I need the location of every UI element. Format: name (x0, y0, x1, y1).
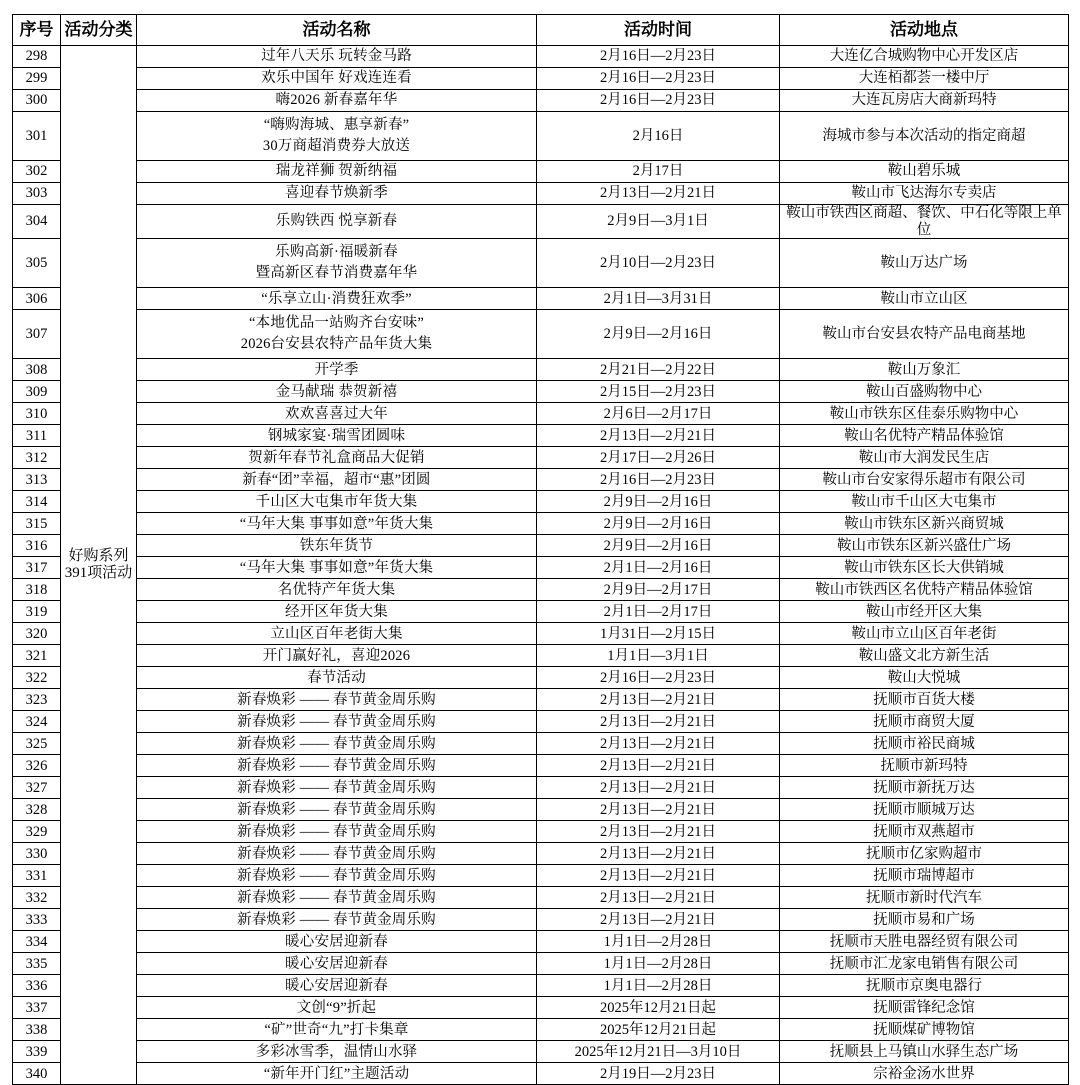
cell-activity-place: 鞍山市台安县农特产品电商基地 (780, 310, 1069, 359)
cell-activity-place: 鞍山大悦城 (780, 667, 1069, 689)
cell-activity-place: 鞍山市大润发民生店 (780, 447, 1069, 469)
cell-activity-place: 鞍山名优特产精品体验馆 (780, 425, 1069, 447)
cell-activity-time: 1月1日—2月28日 (537, 975, 780, 997)
cell-activity-time: 2月13日—2月21日 (537, 183, 780, 205)
cell-no: 327 (13, 777, 61, 799)
cell-activity-time: 2月13日—2月21日 (537, 733, 780, 755)
column-header-time: 活动时间 (537, 15, 780, 46)
cell-activity-name: 立山区百年老街大集 (137, 623, 537, 645)
cell-no: 338 (13, 1019, 61, 1041)
cell-activity-place: 宗裕金汤水世界 (780, 1063, 1069, 1085)
cell-activity-name: 瑞龙祥狮 贺新纳福 (137, 161, 537, 183)
cell-activity-name: 名优特产年货大集 (137, 579, 537, 601)
cell-no: 308 (13, 359, 61, 381)
table-row (13, 112, 1069, 161)
cell-activity-place: 抚顺市双燕超市 (780, 821, 1069, 843)
cell-activity-name: 欢欢喜喜过大年 (137, 403, 537, 425)
cell-no: 306 (13, 288, 61, 310)
table-row (13, 1019, 1069, 1041)
cell-activity-name: “马年大集 事事如意”年货大集 (137, 557, 537, 579)
cell-activity-name: 贺新年春节礼盒商品大促销 (137, 447, 537, 469)
table-row (13, 310, 1069, 359)
cell-activity-name: 新春焕彩 —— 春节黄金周乐购 (137, 733, 537, 755)
column-header-no: 序号 (13, 15, 61, 46)
cell-no: 311 (13, 425, 61, 447)
cell-activity-name: 新春焕彩 —— 春节黄金周乐购 (137, 843, 537, 865)
table-row (13, 403, 1069, 425)
cell-activity-time: 2月19日—2月23日 (537, 1063, 780, 1085)
table-row (13, 491, 1069, 513)
cell-activity-name: 千山区大屯集市年货大集 (137, 491, 537, 513)
cell-activity-time: 1月1日—2月28日 (537, 953, 780, 975)
cell-no: 322 (13, 667, 61, 689)
cell-no: 336 (13, 975, 61, 997)
category-line-2: 391项活动 (64, 565, 133, 582)
cell-category (61, 46, 137, 1085)
table-row (13, 557, 1069, 579)
cell-activity-place: 鞍山万达广场 (780, 239, 1069, 288)
cell-activity-name: 暖心安居迎新春 (137, 931, 537, 953)
cell-activity-time: 2月13日—2月21日 (537, 711, 780, 733)
cell-activity-time: 2月13日—2月21日 (537, 755, 780, 777)
table-row (13, 689, 1069, 711)
cell-activity-place: 抚顺市京奥电器行 (780, 975, 1069, 997)
cell-activity-place: 抚顺市新抚万达 (780, 777, 1069, 799)
cell-activity-time: 1月1日—2月28日 (537, 931, 780, 953)
cell-activity-time: 2月17日 (537, 161, 780, 183)
cell-activity-name: 过年八天乐 玩转金马路 (137, 46, 537, 68)
cell-activity-time: 2月16日—2月23日 (537, 68, 780, 90)
cell-no: 332 (13, 887, 61, 909)
cell-activity-time: 2月13日—2月21日 (537, 843, 780, 865)
cell-no: 310 (13, 403, 61, 425)
cell-no: 315 (13, 513, 61, 535)
cell-no: 323 (13, 689, 61, 711)
cell-activity-name: “新年开门红”主题活动 (137, 1063, 537, 1085)
table-row (13, 645, 1069, 667)
cell-activity-name (137, 112, 537, 161)
table-row (13, 975, 1069, 997)
cell-no: 325 (13, 733, 61, 755)
cell-activity-time: 2月1日—3月31日 (537, 288, 780, 310)
cell-no: 312 (13, 447, 61, 469)
cell-activity-time: 2月9日—2月16日 (537, 513, 780, 535)
table-row (13, 425, 1069, 447)
table-row (13, 381, 1069, 403)
cell-activity-place: 鞍山市铁东区新兴盛仕广场 (780, 535, 1069, 557)
cell-no: 298 (13, 46, 61, 68)
table-row (13, 183, 1069, 205)
table-row (13, 46, 1069, 68)
cell-activity-time: 2月10日—2月23日 (537, 239, 780, 288)
activity-name-line: “嗨购海城、惠享新春” (263, 117, 410, 133)
cell-activity-place: 鞍山万象汇 (780, 359, 1069, 381)
category-line-1: 好购系列 (68, 547, 129, 564)
cell-activity-place: 鞍山百盛购物中心 (780, 381, 1069, 403)
cell-activity-place: 鞍山市立山区 (780, 288, 1069, 310)
cell-no: 319 (13, 601, 61, 623)
cell-activity-time: 2月13日—2月21日 (537, 425, 780, 447)
cell-activity-name: 乐购铁西 悦享新春 (137, 205, 537, 239)
table-row (13, 288, 1069, 310)
cell-activity-place: 鞍山市千山区大屯集市 (780, 491, 1069, 513)
cell-activity-time: 2月1日—2月17日 (537, 601, 780, 623)
cell-activity-place: 鞍山市铁西区商超、餐饮、中石化等限上单位 (780, 205, 1069, 239)
cell-activity-name: 新春焕彩 —— 春节黄金周乐购 (137, 909, 537, 931)
cell-activity-time: 2月13日—2月21日 (537, 909, 780, 931)
cell-no: 326 (13, 755, 61, 777)
cell-activity-time: 2月13日—2月21日 (537, 887, 780, 909)
cell-no: 333 (13, 909, 61, 931)
cell-activity-name (137, 239, 537, 288)
cell-no: 316 (13, 535, 61, 557)
cell-activity-time: 2月13日—2月21日 (537, 799, 780, 821)
cell-activity-place: 鞍山市铁东区新兴商贸城 (780, 513, 1069, 535)
cell-no: 329 (13, 821, 61, 843)
table-row (13, 513, 1069, 535)
table-row (13, 623, 1069, 645)
cell-activity-name: 钢城家宴·瑞雪团圆味 (137, 425, 537, 447)
cell-activity-place: 鞍山碧乐城 (780, 161, 1069, 183)
cell-no: 300 (13, 90, 61, 112)
table-row (13, 733, 1069, 755)
cell-activity-name: 开门赢好礼，喜迎2026 (137, 645, 537, 667)
table-row (13, 535, 1069, 557)
table-row (13, 997, 1069, 1019)
cell-activity-name: 新春焕彩 —— 春节黄金周乐购 (137, 689, 537, 711)
cell-activity-name: 开学季 (137, 359, 537, 381)
cell-no: 330 (13, 843, 61, 865)
table-row (13, 887, 1069, 909)
cell-activity-place: 抚顺市顺城万达 (780, 799, 1069, 821)
cell-no: 304 (13, 205, 61, 239)
cell-no: 328 (13, 799, 61, 821)
cell-activity-time: 1月31日—2月15日 (537, 623, 780, 645)
cell-activity-time: 2025年12月21日起 (537, 997, 780, 1019)
cell-no: 324 (13, 711, 61, 733)
cell-no: 331 (13, 865, 61, 887)
table-row (13, 777, 1069, 799)
cell-no: 339 (13, 1041, 61, 1063)
column-header-category: 活动分类 (61, 15, 137, 46)
table-row (13, 843, 1069, 865)
cell-activity-name: “矿”世奇“九”打卡集章 (137, 1019, 537, 1041)
cell-activity-place: 鞍山市铁西区名优特产精品体验馆 (780, 579, 1069, 601)
cell-activity-name: 嗨2026 新春嘉年华 (137, 90, 537, 112)
table-row (13, 161, 1069, 183)
table-row (13, 953, 1069, 975)
activity-name-multiline (137, 239, 536, 287)
activity-name-line: 30万商超消费券大放送 (262, 138, 411, 155)
table-row (13, 359, 1069, 381)
column-header-place: 活动地点 (780, 15, 1069, 46)
cell-activity-time: 2025年12月21日起 (537, 1019, 780, 1041)
cell-no: 301 (13, 112, 61, 161)
activity-name-multiline (137, 112, 536, 160)
cell-activity-name: 铁东年货节 (137, 535, 537, 557)
cell-activity-place: 抚顺市瑞博超市 (780, 865, 1069, 887)
table-row (13, 90, 1069, 112)
cell-activity-place: 鞍山市台安家得乐超市有限公司 (780, 469, 1069, 491)
cell-activity-place: 抚顺煤矿博物馆 (780, 1019, 1069, 1041)
cell-no: 320 (13, 623, 61, 645)
cell-activity-name: 文创“9”折起 (137, 997, 537, 1019)
cell-activity-place: 抚顺市新玛特 (780, 755, 1069, 777)
cell-no: 307 (13, 310, 61, 359)
cell-activity-name: 暖心安居迎新春 (137, 953, 537, 975)
table-row (13, 447, 1069, 469)
cell-activity-place: 海城市参与本次活动的指定商超 (780, 112, 1069, 161)
table-row (13, 799, 1069, 821)
activity-name-line: “本地优品一站购齐台安味” (249, 315, 424, 332)
cell-activity-name: 喜迎春节焕新季 (137, 183, 537, 205)
cell-activity-time: 2月16日—2月23日 (537, 46, 780, 68)
table-row (13, 601, 1069, 623)
cell-activity-place: 抚顺市亿家购超市 (780, 843, 1069, 865)
cell-activity-time: 2月13日—2月21日 (537, 689, 780, 711)
table-row (13, 1063, 1069, 1085)
cell-activity-time: 2月13日—2月21日 (537, 865, 780, 887)
cell-activity-time: 2月9日—3月1日 (537, 205, 780, 239)
table-body (13, 46, 1069, 1085)
cell-activity-time: 2月16日 (537, 112, 780, 161)
cell-activity-place: 鞍山市经开区大集 (780, 601, 1069, 623)
cell-activity-name: “马年大集 事事如意”年货大集 (137, 513, 537, 535)
cell-activity-time: 2月9日—2月16日 (537, 310, 780, 359)
cell-activity-name: 新春焕彩 —— 春节黄金周乐购 (137, 865, 537, 887)
cell-activity-time: 2月17日—2月26日 (537, 447, 780, 469)
cell-activity-place: 鞍山市飞达海尔专卖店 (780, 183, 1069, 205)
table-row (13, 68, 1069, 90)
cell-activity-time: 2月9日—2月16日 (537, 491, 780, 513)
cell-activity-time: 2月21日—2月22日 (537, 359, 780, 381)
cell-activity-name: 春节活动 (137, 667, 537, 689)
activity-name-line: 2026台安县农特产品年货大集 (240, 336, 433, 353)
cell-activity-name: 新春焕彩 —— 春节黄金周乐购 (137, 777, 537, 799)
table-row (13, 1041, 1069, 1063)
cell-activity-place: 大连亿合城购物中心开发区店 (780, 46, 1069, 68)
activity-name-multiline (137, 310, 536, 358)
cell-no: 340 (13, 1063, 61, 1085)
cell-activity-place: 抚顺市汇龙家电销售有限公司 (780, 953, 1069, 975)
cell-activity-name: 新春焕彩 —— 春节黄金周乐购 (137, 711, 537, 733)
cell-activity-time: 2月1日—2月16日 (537, 557, 780, 579)
cell-activity-place: 抚顺市天胜电器经贸有限公司 (780, 931, 1069, 953)
table-row (13, 931, 1069, 953)
cell-no: 313 (13, 469, 61, 491)
table-row (13, 205, 1069, 239)
cell-activity-name: 金马献瑞 恭贺新禧 (137, 381, 537, 403)
cell-activity-time: 2025年12月21日—3月10日 (537, 1041, 780, 1063)
cell-no: 302 (13, 161, 61, 183)
cell-activity-place: 抚顺市商贸大厦 (780, 711, 1069, 733)
cell-activity-time: 2月16日—2月23日 (537, 667, 780, 689)
column-header-name: 活动名称 (137, 15, 537, 46)
activities-table (12, 14, 1069, 1085)
table-row (13, 711, 1069, 733)
cell-activity-time: 2月16日—2月23日 (537, 90, 780, 112)
cell-activity-place: 鞍山盛文北方新生活 (780, 645, 1069, 667)
cell-activity-time: 2月9日—2月17日 (537, 579, 780, 601)
cell-no: 334 (13, 931, 61, 953)
cell-no: 303 (13, 183, 61, 205)
cell-activity-place: 抚顺市百货大楼 (780, 689, 1069, 711)
cell-activity-name: 欢乐中国年 好戏连连看 (137, 68, 537, 90)
cell-activity-name: 新春焕彩 —— 春节黄金周乐购 (137, 755, 537, 777)
table-row (13, 469, 1069, 491)
table-head (13, 15, 1069, 46)
cell-activity-place: 大连栢都荟一楼中厅 (780, 68, 1069, 90)
table-row (13, 865, 1069, 887)
cell-activity-name: 新春焕彩 —— 春节黄金周乐购 (137, 887, 537, 909)
cell-no: 335 (13, 953, 61, 975)
cell-activity-name: 新春焕彩 —— 春节黄金周乐购 (137, 821, 537, 843)
cell-activity-place: 抚顺雷锋纪念馆 (780, 997, 1069, 1019)
cell-activity-name: “乐享立山·消费狂欢季” (137, 288, 537, 310)
cell-no: 314 (13, 491, 61, 513)
cell-activity-place: 抚顺县上马镇山水驿生态广场 (780, 1041, 1069, 1063)
cell-activity-time: 2月16日—2月23日 (537, 469, 780, 491)
cell-no: 317 (13, 557, 61, 579)
table-row (13, 821, 1069, 843)
table-row (13, 667, 1069, 689)
table-row (13, 909, 1069, 931)
cell-activity-place: 大连瓦房店大商新玛特 (780, 90, 1069, 112)
cell-no: 318 (13, 579, 61, 601)
cell-no: 309 (13, 381, 61, 403)
cell-activity-place: 抚顺市新时代汽车 (780, 887, 1069, 909)
cell-activity-name: 新春焕彩 —— 春节黄金周乐购 (137, 799, 537, 821)
cell-activity-time: 2月9日—2月16日 (537, 535, 780, 557)
cell-activity-time: 2月13日—2月21日 (537, 777, 780, 799)
cell-activity-name: 经开区年货大集 (137, 601, 537, 623)
activity-name-line: 暨高新区春节消费嘉年华 (255, 265, 418, 282)
table-row (13, 239, 1069, 288)
cell-no: 337 (13, 997, 61, 1019)
cell-activity-time: 2月15日—2月23日 (537, 381, 780, 403)
cell-activity-place: 抚顺市裕民商城 (780, 733, 1069, 755)
table-row (13, 755, 1069, 777)
cell-activity-place: 抚顺市易和广场 (780, 909, 1069, 931)
cell-activity-place: 鞍山市铁东区佳泰乐购物中心 (780, 403, 1069, 425)
cell-activity-place: 鞍山市铁东区长大供销城 (780, 557, 1069, 579)
cell-activity-name (137, 310, 537, 359)
cell-activity-place: 鞍山市立山区百年老街 (780, 623, 1069, 645)
activity-name-line: 乐购高新·福暖新春 (275, 244, 398, 261)
cell-activity-time: 1月1日—3月1日 (537, 645, 780, 667)
cell-activity-name: 多彩冰雪季，温情山水驿 (137, 1041, 537, 1063)
cell-activity-time: 2月6日—2月17日 (537, 403, 780, 425)
cell-no: 299 (13, 68, 61, 90)
table-row (13, 579, 1069, 601)
cell-activity-time: 2月13日—2月21日 (537, 821, 780, 843)
cell-no: 305 (13, 239, 61, 288)
cell-activity-name: 新春“团”幸福，超市“惠”团圆 (137, 469, 537, 491)
cell-no: 321 (13, 645, 61, 667)
cell-activity-name: 暖心安居迎新春 (137, 975, 537, 997)
table-header-row (13, 15, 1069, 46)
